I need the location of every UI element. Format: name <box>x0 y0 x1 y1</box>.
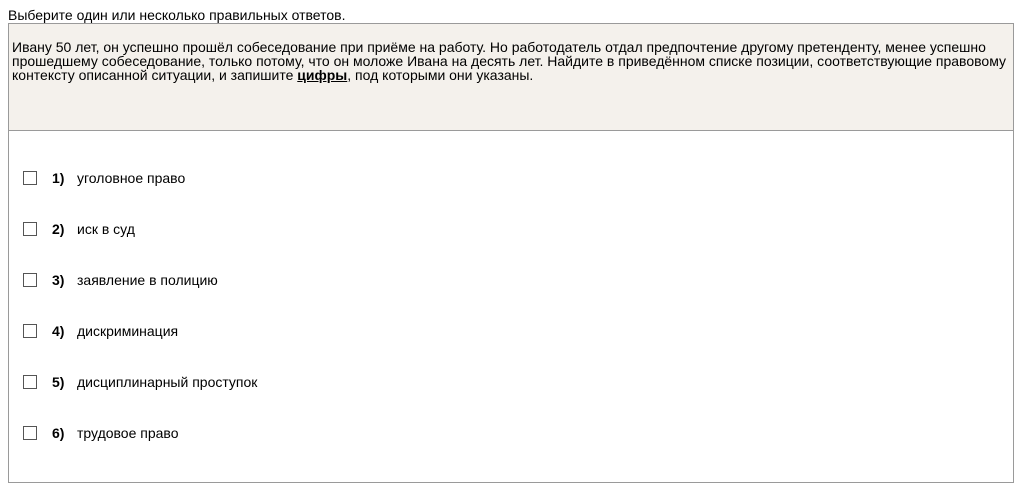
question-emphasis: цифры <box>297 67 348 83</box>
answer-checkbox-4[interactable] <box>23 324 37 338</box>
answer-number: 6) <box>52 425 65 441</box>
answer-checkbox-6[interactable] <box>23 426 37 440</box>
answer-label: дисциплинарный проступок <box>77 374 258 390</box>
answer-number: 3) <box>52 272 65 288</box>
question-text <box>9 24 1013 131</box>
answer-option-2[interactable] <box>23 220 135 238</box>
answer-label: уголовное право <box>77 170 186 186</box>
answer-label: трудовое право <box>77 425 179 441</box>
answer-checkbox-1[interactable] <box>23 171 37 185</box>
answer-checkbox-3[interactable] <box>23 273 37 287</box>
answer-checkbox-2[interactable] <box>23 222 37 236</box>
answer-checkbox-5[interactable] <box>23 375 37 389</box>
answer-option-5[interactable] <box>23 373 257 391</box>
answer-number: 5) <box>52 374 65 390</box>
answer-number: 2) <box>52 221 65 237</box>
question-panel <box>8 23 1014 483</box>
answer-label: заявление в полицию <box>77 272 218 288</box>
answer-option-1[interactable] <box>23 169 185 187</box>
answer-option-6[interactable] <box>23 424 179 442</box>
question-text-before: Ивану 50 лет, он успешно прошёл собеседование при приёме на работу. Но работодатель отдал предпочтение другому претенденту, менее успешно прошедшему собеседование, только потому, что он моложе Ивана на десять лет. Найдите в приведённом списке позиции, соответствующие правовому контексту описанной ситуации, и запишите <box>12 39 1006 83</box>
answer-number: 4) <box>52 323 65 339</box>
instruction-text: Выберите один или несколько правильных ответов. <box>8 7 346 23</box>
answer-label: иск в суд <box>77 221 135 237</box>
answer-option-3[interactable] <box>23 271 218 289</box>
answer-label: дискриминация <box>77 323 179 339</box>
answer-option-4[interactable] <box>23 322 178 340</box>
answer-number: 1) <box>52 170 65 186</box>
question-text-after: , под которыми они указаны. <box>347 67 534 83</box>
